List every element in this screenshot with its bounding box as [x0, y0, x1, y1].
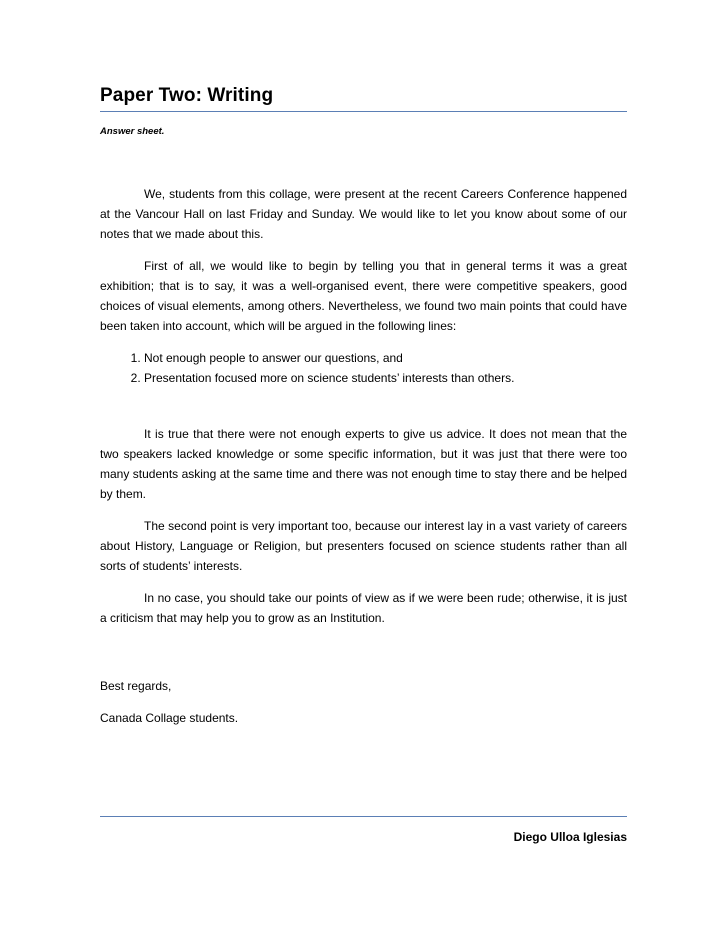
- footer-divider: [100, 816, 627, 817]
- letter-body: [100, 184, 627, 640]
- paragraph-overview: First of all, we would like to begin by telling you that in general terms it was a great exhibition; that is to say, it was a well-organised event, there were competitive speakers, good choices of visual elements, among others. Nevertheless, we found two main points that could have been taken into account, which will be argued in the following lines:: [100, 259, 627, 333]
- paragraph-second-point: The second point is very important too, because our interest lay in a vast variety of careers about History, Language or Religion, but presenters focused on science students rather than all sorts of students’ interests.: [100, 519, 627, 573]
- list-item: 1. Not enough people to answer our questions, and: [144, 348, 627, 368]
- signoff: Canada Collage students.: [100, 711, 239, 725]
- paragraph-first-point: It is true that there were not enough experts to give us advice. It does not mean that the two speakers lacked knowledge or some specific information, but it was just that there were too many students asking at the same time and there was not enough time to stay there and be helped by them.: [100, 427, 627, 501]
- paragraph-intro: We, students from this collage, were present at the recent Careers Conference happened at the Vancour Hall on last Friday and Sunday. We would like to let you know about some of our notes that we made about this.: [100, 187, 627, 241]
- page-title: Paper Two: Writing: [100, 85, 274, 106]
- closing-regards: Best regards,: [100, 679, 172, 693]
- title-divider: [100, 111, 627, 112]
- page-subtitle: Answer sheet.: [100, 126, 165, 137]
- points-list: [100, 348, 627, 388]
- list-item: 2. Presentation focused more on science students’ interests than others.: [144, 368, 627, 388]
- author-name: Diego Ulloa Iglesias: [513, 830, 627, 844]
- points-list-block: [100, 348, 627, 388]
- paragraph-conclusion: In no case, you should take our points of view as if we were been rude; otherwise, it is just a criticism that may help you to grow as an Institution.: [100, 591, 627, 625]
